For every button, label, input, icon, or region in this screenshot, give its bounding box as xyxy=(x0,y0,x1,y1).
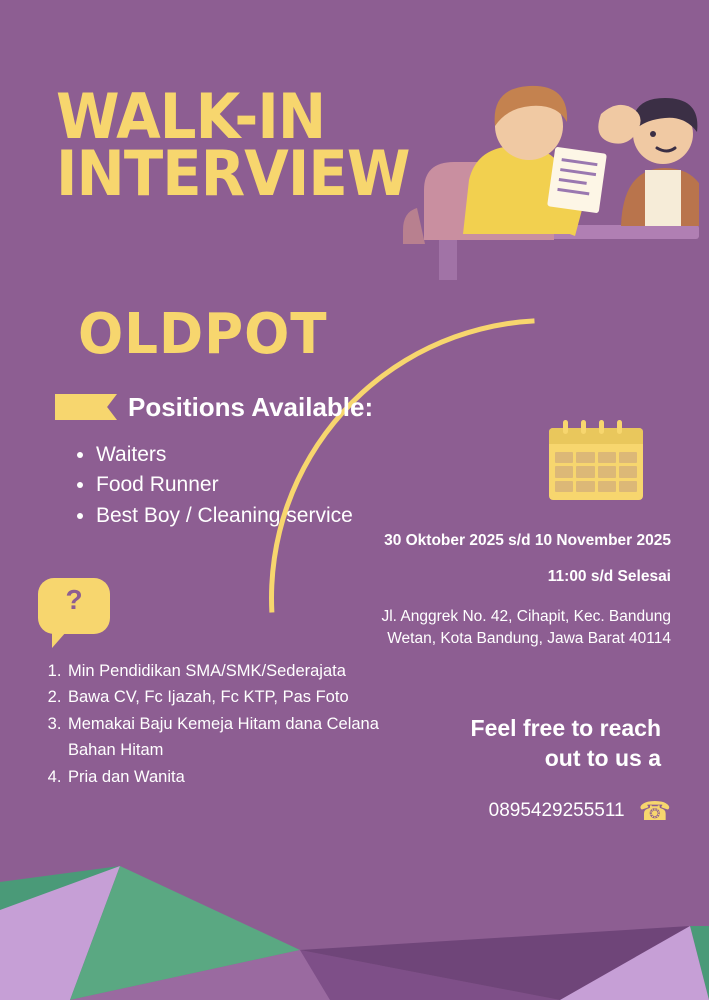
phone-number: 0895429255511 xyxy=(488,800,625,821)
question-bubble-icon xyxy=(38,578,110,634)
list-item: 4. Pria dan Wanita xyxy=(66,764,384,790)
event-date: 30 Oktober 2025 s/d 10 November 2025 xyxy=(384,532,671,549)
headline-line-2: INTERVIEW xyxy=(56,137,410,211)
question-mark: ? xyxy=(65,584,83,615)
positions-list xyxy=(72,440,372,531)
event-time: 11:00 s/d Selesai xyxy=(547,568,671,585)
tag-shape-icon xyxy=(55,394,117,420)
list-item: • Best Boy / Cleaning service xyxy=(96,501,372,531)
list-item: • Food Runner xyxy=(96,470,372,500)
calendar-icon xyxy=(549,428,643,500)
page-title xyxy=(56,80,410,211)
contact-heading-line-2: out to us a xyxy=(544,744,661,771)
contact-heading xyxy=(341,714,661,774)
list-item: 2. Bawa CV, Fc Ijazah, Fc KTP, Pas Foto xyxy=(66,684,384,710)
contact-phone-row xyxy=(351,798,671,824)
decorative-arc-top-icon xyxy=(84,0,178,69)
list-item: • Waiters xyxy=(96,440,372,470)
event-address: Jl. Anggrek No. 42, Cihapit, Kec. Bandung Wetan, Kota Bandung, Jawa Barat 40114 xyxy=(381,608,671,648)
requirements-list xyxy=(44,658,384,790)
list-item: 3. Memakai Baju Kemeja Hitam dana Celana Bahan Hitam xyxy=(66,711,384,764)
list-item: 1. Min Pendidikan SMA/SMK/Sederajata xyxy=(66,658,384,684)
brand-name: OLDPOT xyxy=(78,302,328,367)
interview-illustration xyxy=(369,30,699,280)
bottom-geometric-band xyxy=(0,830,709,1000)
contact-heading-line-1: Feel free to reach xyxy=(470,715,661,741)
headline-line-1: WALK-IN xyxy=(56,80,326,153)
positions-available-heading: Positions Available: xyxy=(128,392,374,422)
telephone-icon: ☎ xyxy=(638,796,671,826)
